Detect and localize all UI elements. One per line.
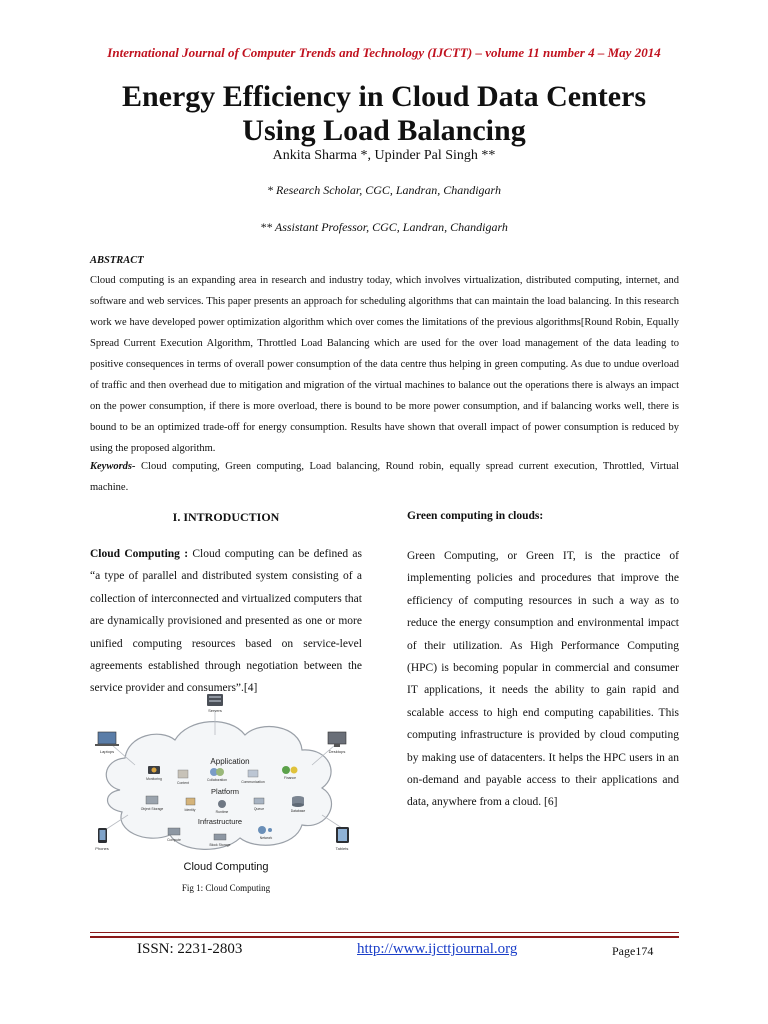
layer-application: Application xyxy=(210,757,250,766)
identity-icon xyxy=(186,798,195,805)
label-content: Content xyxy=(177,781,189,785)
footer-issn: ISSN: 2231-2803 xyxy=(137,941,243,957)
journal-header: International Journal of Computer Trends and Technology (IJCTT) – volume 11 number 4 – May 2014 xyxy=(107,45,661,60)
journal-url-link[interactable]: http://www.ijcttjournal.org xyxy=(357,941,518,957)
introduction-lead: Cloud Computing : xyxy=(90,548,189,560)
green-computing-heading: Green computing in clouds: xyxy=(407,510,544,522)
right-column xyxy=(407,510,679,814)
communication-icon xyxy=(248,770,258,777)
introduction-text: Cloud computing can be defined as “a type of parallel and distributed system consisting of a collection of interconnected and virtualized computers that are dynamically provisioned and presented as one or more unified computing resources based on service-level agreements established through negotiation between the service provider and consumers”.[4] xyxy=(90,548,363,695)
page-number: Page174 xyxy=(612,944,654,958)
figure-caption: Fig 1: Cloud Computing xyxy=(181,883,271,893)
label-network: Network xyxy=(259,836,273,840)
monitoring-icon xyxy=(148,766,160,774)
keywords-text: Cloud computing, Green computing, Load balancing, Round robin, equally spread current execution, Throttled, Virtual machine. xyxy=(90,461,679,493)
desktops-icon xyxy=(328,732,346,747)
content-icon xyxy=(178,770,188,778)
title-line-1: Energy Efficiency in Cloud Data Centers xyxy=(121,80,647,113)
label-object-storage: Object Storage xyxy=(140,807,164,811)
abstract-body: Cloud computing is an expanding area in research and industry today, which involves virtualization, distributed computing, internet, and software and web services. This paper presents an approach for scheduling algorithms that can maintain the load balancing. In this research work we have developed power optimization algorithm which over comes the limitations of the previous algorithms[Round Robin, Equally Spread Current Execution Algorithm, Throttled Load Balancing which are used for the over load management of the data leading to positive consequences in terms of overall power consumption of the data centre thus helping in green computing. As due to undue overload of traffic and then overhead due to mitigation and migration of the virtual machines to balance out the operations there is always an impact on the power consumption, if there is more overload, there is bound to be more power consumption, and if balancing works well, there is bound to be an optimized trade-off for energy consumption. Results have shown that overall impact of power consumption is reduced by using the proposed algorithm. xyxy=(90,275,679,454)
green-computing-paragraph: Green Computing, or Green IT, is the practice of implementing policies and procedures that improve the efficiency of computing resources in such a way as to reduce the energy consumption and environmental impact of their utilization. As High Performance Computing (HPC) is becoming popular in commercial and consumer IT applications, it needs the ability to gain rapid and scalable access to high end computing capabilities. This computing infrastructure is provided by cloud computing by making use of datacenters. It helps the HPC users in an on-demand and payable access to their applications and data, anywhere from a cloud. [6] xyxy=(407,550,679,809)
label-runtime: Runtime xyxy=(215,810,229,814)
keywords-label: Keywords- xyxy=(90,461,136,472)
queue-icon xyxy=(254,798,264,804)
cloud-computing-figure xyxy=(90,690,362,875)
label-monitoring: Monitoring xyxy=(146,777,162,781)
laptops-icon xyxy=(95,732,119,746)
phones-icon xyxy=(98,828,107,843)
label-queue: Queue xyxy=(253,807,265,811)
block-storage-icon xyxy=(214,834,226,840)
label-identity: Identity xyxy=(184,808,196,812)
layer-infrastructure: Infrastructure xyxy=(197,817,243,826)
label-block-storage: Block Storage xyxy=(209,843,231,847)
laptops-label: Laptops xyxy=(99,749,115,754)
tablets-label: Tablets xyxy=(335,846,349,851)
cloud-diagram xyxy=(90,690,362,875)
diagram-title: Cloud Computing xyxy=(183,861,269,873)
introduction-paragraph xyxy=(90,543,362,700)
abstract-heading: ABSTRACT xyxy=(90,255,144,266)
authors: Ankita Sharma *, Upinder Pal Singh ** xyxy=(272,148,496,163)
affiliation-1: * Research Scholar, CGC, Landran, Chandigarh xyxy=(266,183,501,197)
desktops-label: Desktops xyxy=(328,749,346,754)
layer-platform: Platform xyxy=(211,787,239,796)
phones-label: Phones xyxy=(95,846,109,851)
servers-icon xyxy=(207,694,223,706)
affiliation-2: ** Assistant Professor, CGC, Landran, Chandigarh xyxy=(260,220,508,234)
title-line-2: Using Load Balancing xyxy=(242,114,526,147)
cloud-shape xyxy=(106,722,331,850)
paper-title xyxy=(60,80,708,148)
footer-rule xyxy=(90,932,679,938)
servers-label: Servers xyxy=(208,708,222,713)
keywords xyxy=(90,456,679,498)
database-icon xyxy=(292,796,304,807)
object-storage-icon xyxy=(146,796,158,804)
label-finance: Finance xyxy=(283,776,297,780)
left-column xyxy=(90,510,362,700)
runtime-icon xyxy=(218,800,226,808)
label-collaboration: Collaboration xyxy=(207,778,227,782)
label-database: Database xyxy=(290,809,306,813)
introduction-heading: I. INTRODUCTION xyxy=(172,510,280,524)
label-compute: Compute xyxy=(167,838,181,842)
compute-icon xyxy=(168,828,180,835)
tablets-icon xyxy=(336,827,349,843)
label-communication: Communication xyxy=(241,780,265,784)
